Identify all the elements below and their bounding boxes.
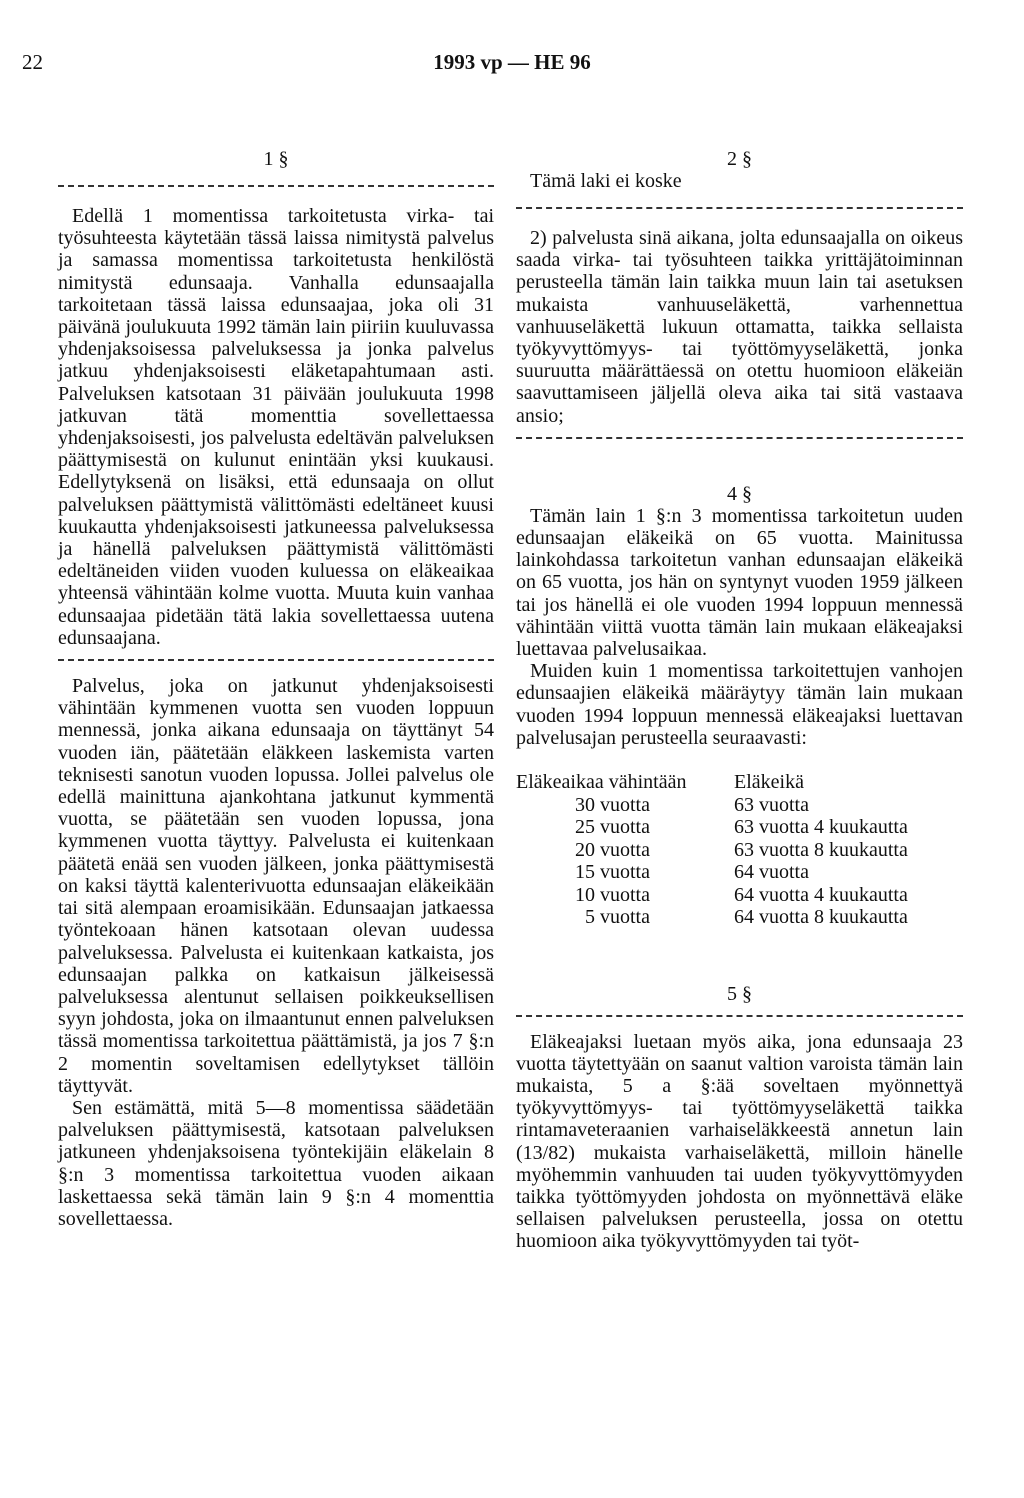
page-header [0,50,1024,80]
table-row [516,794,908,817]
table-row [516,861,908,884]
omission-divider [58,659,494,663]
retirement-age-table [516,771,908,929]
retirement-age-cell: 64 vuotta [734,861,809,884]
section-1-paragraph: Sen estämättä, mitä 5—8 momentissa säädetään palveluksen päättymisestä, katsotaan palveluksen jatkuneen yhdenjaksoisena työntekijäin eläkelain 8 §:n 3 momentissa tarkoitettua vuoden aikaan laskettaessa sekä tämän lain 9 §:n 4 momenttia sovellettaessa. [58,1096,494,1230]
section-4-heading: 4 § [727,482,752,505]
table-row [516,884,908,907]
retirement-age-cell: 63 vuotta [734,793,809,816]
retirement-age-cell: 64 vuotta 4 kuukautta [734,883,908,906]
service-years-cell: 10 vuotta [575,883,650,906]
section-1-paragraph: Edellä 1 momentissa tarkoitetusta virka- tai työsuhteesta käytetään tässä laissa nimitystä palvelus ja samassa momentissa tarkoitetusta henkilöstä nimitystä edunsaaja. Vanhalla edunsaajalla tarkoitetaan tässä laissa edunsaajaa, joka oli 31 päivänä joulukuuta 1992 tämän lain piiriin kuuluvassa yhdenjaksoisessa palveluksessa ja jonka palvelus jatkuu yhdenjaksoisesti eläketapahtumaan asti. Palveluksen katsotaan 31 päivään joulukuuta 1998 jatkuvan tätä momenttia sovellettaessa yhdenjaksoisesti, jos palvelusta edeltävän palveluksen päättymisestä on kulunut enintään yksi kuukausi. Edellytyksenä on lisäksi, että edunsaaja on ollut palveluksen päättymistä välittömästi edeltäneet kuusi kuukautta yhdenjaksoisesti jatkuneessa palveluksessa ja hänellä palveluksen päättymistä välittömästi edeltäneiden viiden vuoden kuluessa on eläkeaikaa yhteensä vähintään kolme vuotta. Muuta kuin vanhaa edunsaajaa pidetään tätä lakia sovellettaessa uutena edunsaajana. [58,205,494,649]
service-years-cell: 25 vuotta [575,816,650,839]
service-years-cell: 5 vuotta [585,906,650,929]
right-column [516,148,963,1253]
section-5-paragraph: Eläkeajaksi luetaan myös aika, jona edunsaaja 23 vuotta täytettyään on saanut valtion varoista tämän lain mukaista, 5 a §:ää soveltaen myönnettyä työkyvyttömyys- tai työttömyyseläkettä taikka rintamaveteraanien varhaiseläkkeestä annetun lain (13/82) mukaista varhaiseläkettä, milloin hänelle myöhemmin vanhuuden tai uuden työkyvyttömyyden taikka työttömyyden johdosta on myönnettävä eläke sellaisen palveluksen perusteella, jossa on otettu huomioon aika työkyvyttömyyden tai työt- [516,1030,963,1253]
section-1-paragraph: Palvelus, joka on jatkunut yhdenjaksoisesti vähintään kymmenen vuotta sen vuoden loppuun mennessä, jonka aikana edunsaaja on täyttänyt 54 vuoden iän, päätetään eläkkeen laskemista varten teknisesti sanotun vuoden lopussa. Jollei palvelus ole edellä mainittuna ajankohtana jatkunut kymmentä vuotta, se päätetään sen vuoden lopussa, jona kymmenen vuotta täyttyy. Palvelusta ei kuitenkaan päätetä enää sen vuoden jälkeen, jonka päättymisestä on kaksi täyttä kalenterivuotta edunsaajan eläkeikään tai sitä alempaan eroamisikään. Edunsaajan jatkaessa työntekoaan hänen katsotaan olevan uudessa palveluksessa. Palvelusta ei kuitenkaan katkaista, jos edunsaajan palkka on katkaisun jälkeisessä palveluksessa alentunut sellaisen poikkeuksellisen syyn johdosta, joka on ilmaantunut ennen palveluksen tässä momentissa tarkoitettua päättämistä, ja jos 7 §:n 2 momentin soveltamisen edellytykset tällöin täyttyvät. [58,675,494,1097]
retirement-age-cell: 63 vuotta 4 kuukautta [734,816,908,839]
table-header-row [516,771,908,794]
table-row [516,816,908,839]
table-header: Eläkeikä [734,771,804,794]
table-header: Eläkeaikaa vähintään [516,771,687,794]
service-years-cell: 30 vuotta [575,793,650,816]
section-1-heading: 1 § [263,148,289,170]
service-years-cell: 15 vuotta [575,861,650,884]
section-2-intro: Tämä laki ei koske [530,170,682,192]
left-column [58,148,494,1230]
section-5-heading: 5 § [727,982,752,1005]
service-years-cell: 20 vuotta [575,838,650,861]
section-2-item: 2) palvelusta sinä aikana, jolta edunsaajalla on oikeus saada virka- tai työsuhteen taikka yrittäjätoiminnan perusteella tämän lain taikka muun lain tai asetuksen mukaista vanhuuseläkettä, varhennettua vanhuuseläkettä lukuun ottamatta, taikka sellaista työkyvyttömyys- tai työttömyyseläkettä, jonka suuruutta määrättäessä on otettu huomioon eläkeiän saavuttamiseen jäljellä oleva aika tai sitä vastaava ansio; [516,227,963,427]
table-row [516,839,908,862]
section-4-paragraph: Tämän lain 1 §:n 3 momentissa tarkoitetun uuden edunsaajan eläkeikä on 65 vuotta. Mainitussa lainkohdassa tarkoitetun vanhan edunsaajan eläkeikä on 65 vuotta, jos hän on syntynyt vuoden 1959 jälkeen tai jos hänellä ei ole vuoden 1994 loppuun mennessä vähintään viittä vuotta tämän lain mukaan eläkeajaksi luettavaa palvelusaikaa. [516,504,963,661]
omission-divider [516,207,963,211]
section-2-heading: 2 § [727,148,752,170]
omission-divider [516,1015,963,1019]
table-row [516,906,908,929]
retirement-age-cell: 63 vuotta 8 kuukautta [734,838,908,861]
omission-divider [516,437,963,441]
retirement-age-cell: 64 vuotta 8 kuukautta [734,906,908,929]
section-4-paragraph: Muiden kuin 1 momentissa tarkoitettujen vanhojen edunsaajien eläkeikä määräytyy tämän lain mukaan vuoden 1994 loppuun mennessä eläkeajaksi luettavan palvelusajan perusteella seuraavasti: [516,660,963,749]
page-number: 22 [22,50,43,74]
omission-divider [58,185,494,189]
running-title: 1993 vp — HE 96 [433,50,591,74]
